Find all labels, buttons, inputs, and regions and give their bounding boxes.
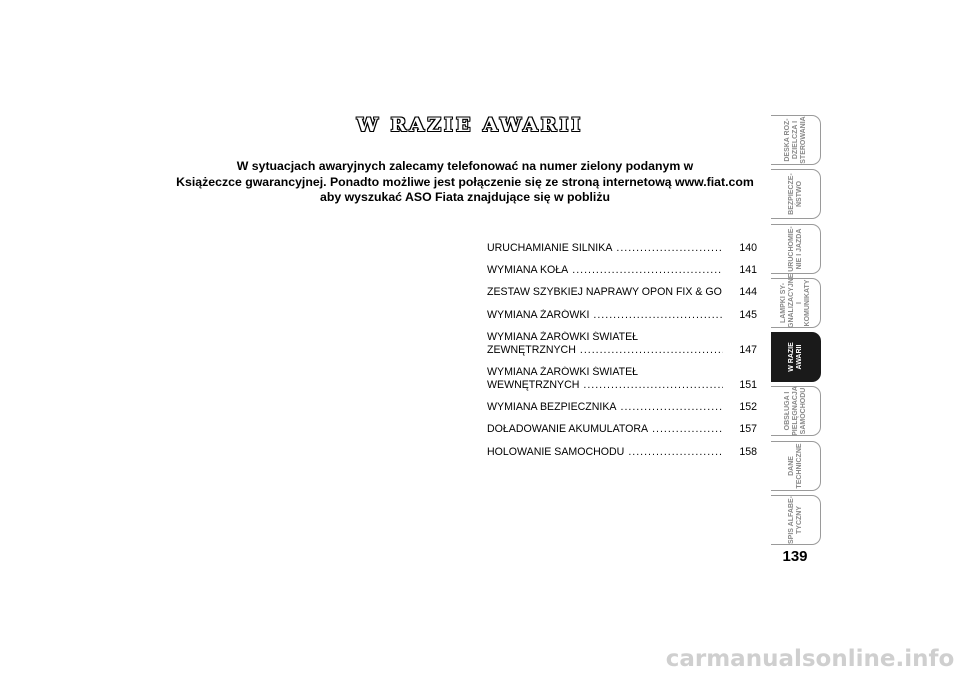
toc-entry[interactable] [487,264,757,277]
toc-entry-label: WYMIANA KOŁA [487,264,569,277]
chapter-tab-label: BEZPIECZE- ŃSTWO [787,173,803,216]
toc-page-number: 152 [739,401,757,414]
toc-leader-dots [621,401,724,414]
chapter-tab[interactable] [771,224,821,274]
toc-page-number: 145 [739,308,757,321]
chapter-tab[interactable] [771,386,821,436]
chapter-tab[interactable] [771,273,821,328]
page-number: 139 [782,548,808,565]
toc-entry-title [487,366,723,392]
toc-entry[interactable] [487,423,757,436]
toc-leader-dots [628,446,723,459]
section-title: W RAZIE AWARII [356,114,584,136]
toc-leader-dots [572,264,723,277]
toc-entry[interactable] [487,401,757,414]
toc-entry-label: HOLOWANIE SAMOCHODU [487,445,625,458]
chapter-tab-label: DANE TECHNICZNE [787,443,803,489]
toc-entry-label: ZEWNĘTRZNYCH [487,343,576,356]
toc-entry-label: WYMIANA ŻARÓWKI ŚWIATEŁ [487,365,639,378]
toc-leader-dots [583,379,723,392]
toc-leader-dots [616,242,723,255]
toc-entry[interactable] [487,366,757,392]
toc-leader-dots [593,309,723,322]
toc-entry-title [487,264,723,277]
toc-entry[interactable] [487,242,757,255]
watermark-logo: carmanualsonline.info [665,646,955,672]
toc-page-number: 147 [739,343,757,356]
toc-entry[interactable] [487,309,757,322]
toc-entry-label: DOŁADOWANIE AKUMULATORA [487,423,649,436]
toc-page-number: 151 [739,378,757,391]
chapter-tab[interactable] [771,495,821,545]
chapter-tab-label: W RAZIE AWARII [787,342,803,372]
toc-page-number: 140 [739,242,757,254]
toc-leader-dots [652,423,723,436]
toc-page-number: 158 [739,445,757,458]
chapter-tab-label: URUCHOMIE- NIE I JAZDA [787,225,803,272]
toc-entry-title [487,286,723,299]
toc-entry[interactable] [487,286,757,299]
chapter-tab-label: LAMPKI SY- GNALIZACYJNE I KOMUNIKATY [779,273,811,328]
toc-entry-label: WEWNĘTRZNYCH [487,378,580,391]
chapter-tab[interactable] [771,115,821,165]
chapter-tab[interactable] [771,441,821,491]
toc-entry-label: ZESTAW SZYBKIEJ NAPRAWY OPON FIX & GO [487,286,722,299]
toc-entry-title [487,309,723,322]
toc-entry-label: WYMIANA BEZPIECZNIKA [487,401,617,414]
toc-entry-label: URUCHAMIANIE SILNIKA [487,242,613,254]
toc-entry[interactable] [487,446,757,459]
toc-entry-title [487,423,723,436]
toc-entry-title [487,242,723,255]
table-of-contents [487,242,757,468]
intro-line: W sytuacjach awaryjnych zalecamy telefonować na numer zielony podanym w [236,159,694,173]
toc-entry-title [487,401,723,414]
toc-entry-label: WYMIANA ŻARÓWKI ŚWIATEŁ [487,330,639,343]
chapter-tab-label: OBSŁUGA I PIELĘGNACJA SAMOCHODU [783,386,807,437]
toc-entry-label: WYMIANA ŻARÓWKI [487,308,590,321]
intro-line: Książeczce gwarancyjnej. Ponadto możliwe jest połączenie się ze stroną internetową www.fiat.com [176,174,754,189]
chapter-tab-label: SPIS ALFABE- TYCZNY [787,496,803,545]
toc-page-number: 141 [739,264,757,277]
toc-page-number: 144 [739,286,757,299]
toc-entry-title [487,331,723,357]
toc-entry[interactable] [487,331,757,357]
chapter-tab[interactable] [771,332,821,382]
toc-leader-dots [580,344,723,357]
chapter-tab-label: DESKA ROZ- DZIELCZA I STEROWANIA [783,116,807,164]
toc-entry-title [487,446,723,459]
toc-page-number: 157 [739,423,757,436]
intro-line: aby wyszukać ASO Fiata znajdujące się w pobliżu [320,190,610,204]
chapter-tab[interactable] [771,169,821,219]
chapter-tabs [771,115,821,549]
intro-paragraph [150,159,780,206]
